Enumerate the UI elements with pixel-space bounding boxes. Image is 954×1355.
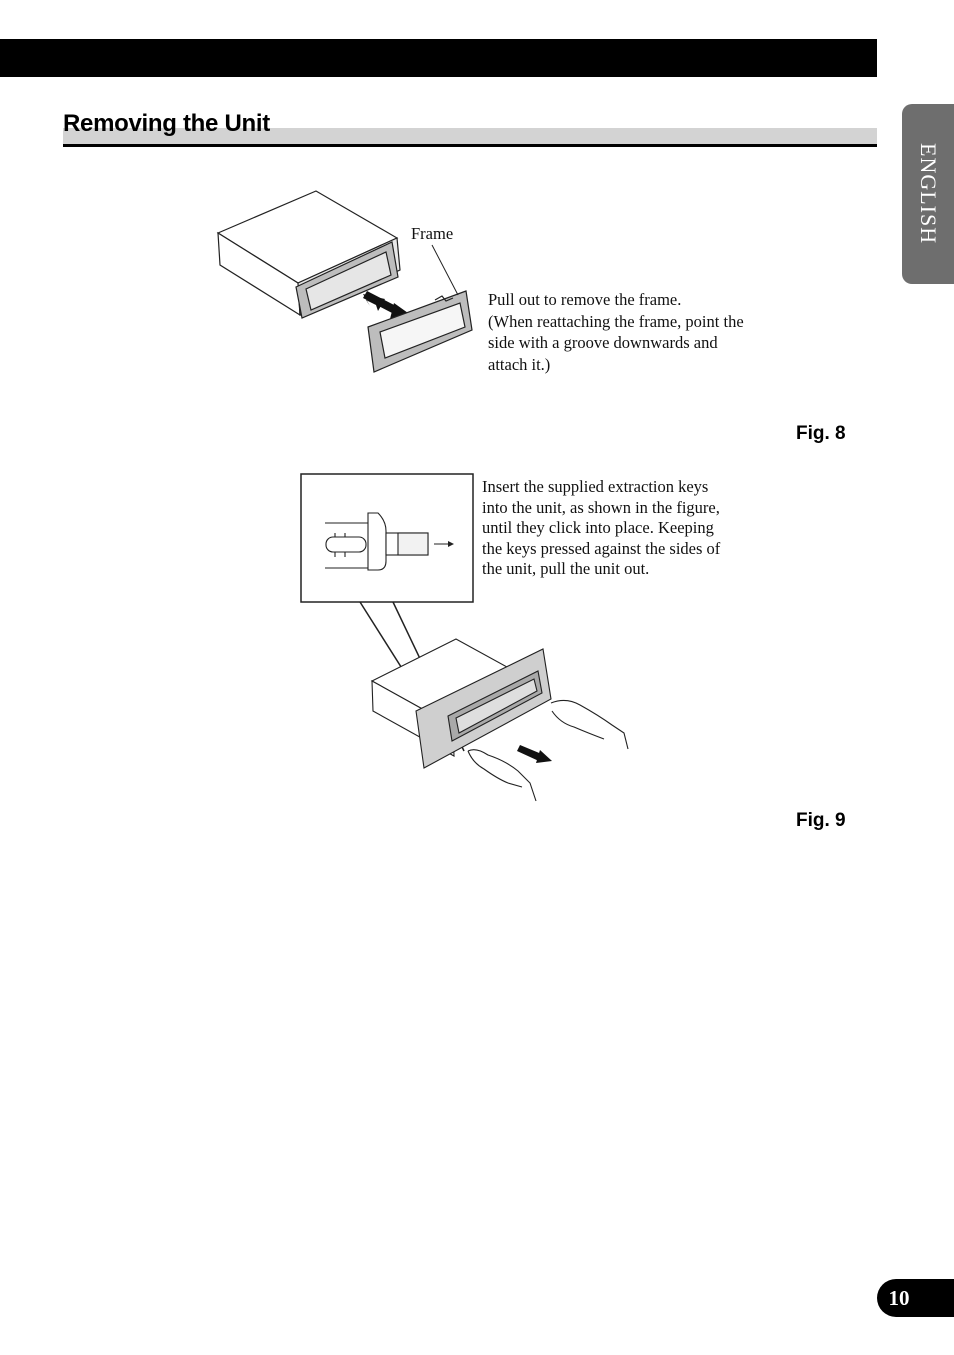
fig9-callout-line: the keys pressed against the sides of: [482, 538, 721, 558]
fig8-callout-line: side with a groove downwards and: [488, 333, 718, 352]
fig9-caption: Fig. 9: [796, 810, 846, 831]
arrow-icon: [517, 745, 552, 763]
fig9-callout-line: until they click into place. Keeping: [482, 518, 714, 538]
frame-leader-line: [432, 245, 458, 295]
header-bar: [0, 39, 877, 77]
fig8-callout-line: Pull out to remove the frame.: [488, 290, 682, 309]
language-label: ENGLISH: [916, 143, 941, 245]
fig8-callout-line: (When reattaching the frame, point the: [488, 311, 744, 331]
fig9-callout-line: into the unit, as shown in the figure,: [482, 497, 720, 517]
section-title: Removing the Unit: [63, 110, 270, 137]
section-rule: [63, 144, 877, 147]
fig9-callout-line: Insert the supplied extraction keys: [482, 477, 709, 496]
fig9-callout-line: the unit, pull the unit out.: [482, 559, 650, 579]
page-number-badge: [877, 1279, 954, 1317]
page-number: 10: [888, 1286, 910, 1310]
fig8-callout: [488, 289, 744, 375]
fig8-caption: Fig. 8: [796, 423, 846, 444]
fig8-callout-line: attach it.): [488, 354, 551, 374]
fig8-illustration: [210, 185, 480, 380]
fig9-callout: [482, 477, 720, 580]
language-tab: [902, 104, 954, 284]
frame-label: Frame: [411, 224, 454, 243]
